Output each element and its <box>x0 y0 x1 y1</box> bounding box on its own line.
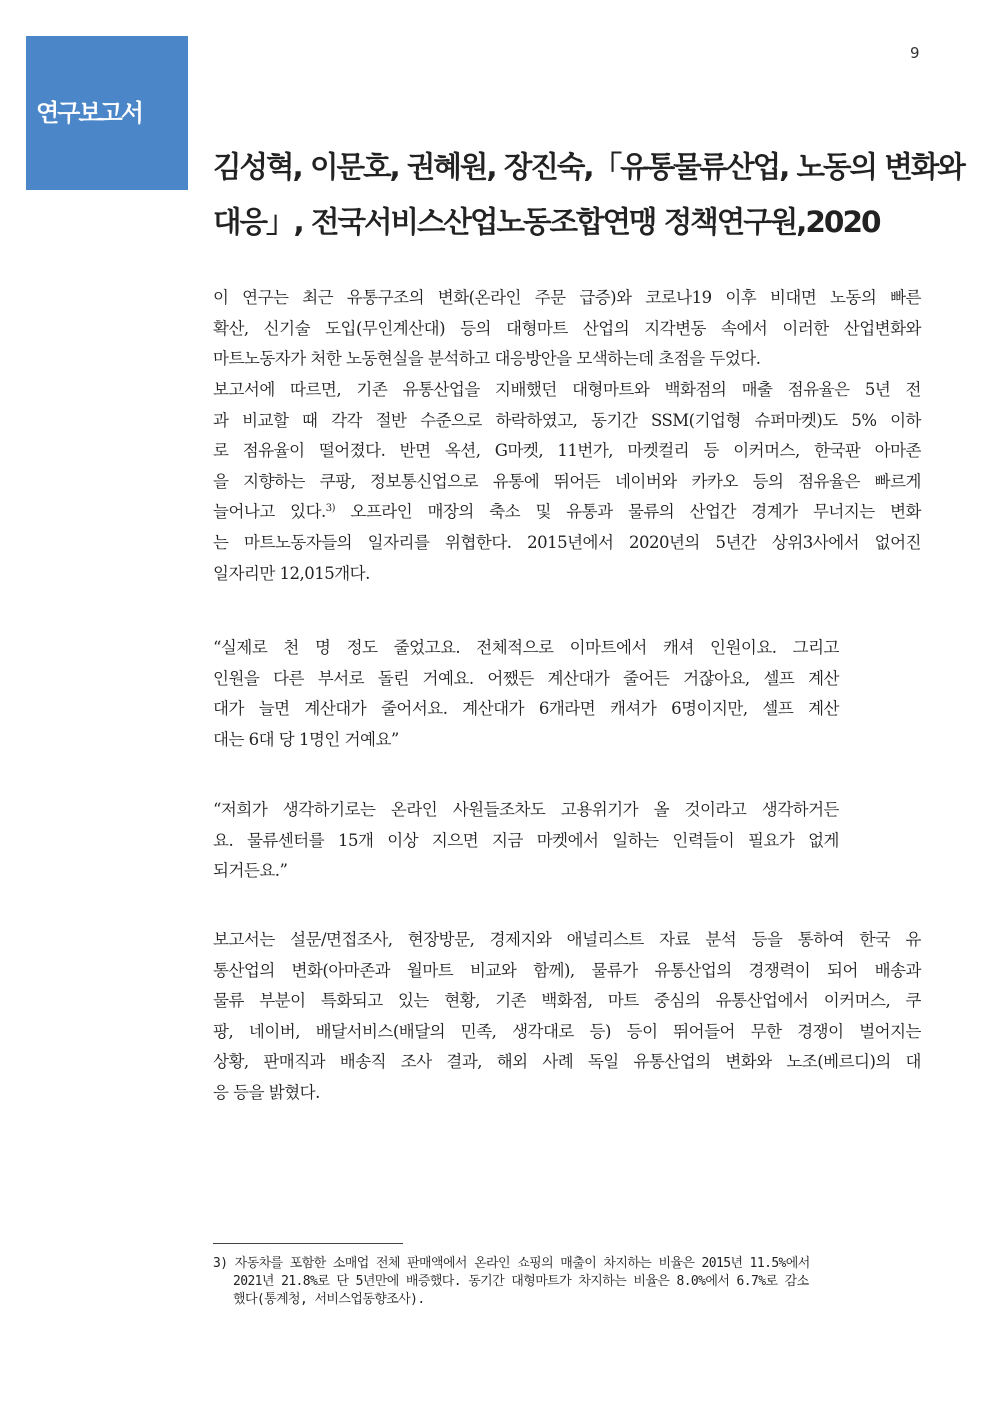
section-tag-label: 연구보고서 <box>36 99 142 127</box>
interview-quote-1 <box>213 633 839 755</box>
paragraph-line: 이 연구는 최근 유통구조의 변화(온라인 주문 급증)와 코로나19 이후 비대면 노동의 빠른 <box>213 288 921 307</box>
quote-line: 대가 늘면 계산대가 줄어서요. 계산대가 6개라면 캐셔가 6명이지만, 셀프 계산 <box>213 699 839 719</box>
paragraph-line: 팡, 네이버, 배달서비스(배달의 민족, 생각대로 등) 등이 뛰어들어 무한 경쟁이 벌어지는 <box>213 1021 921 1041</box>
quote-line: “실제로 천 명 정도 줄었고요. 전체적으로 이마트에서 캐셔 인원이요. 그리고 <box>213 638 839 657</box>
paragraph-scope <box>213 925 921 1109</box>
quote-line: 요. 물류센터를 15개 이상 지으면 지금 마켓에서 일하는 인력들이 필요가 없게 <box>213 830 839 850</box>
footnote-line: 3) 자동차를 포함한 소매업 전체 판매액에서 온라인 쇼핑의 매출이 차지하는 비율은 2015년 11.5%에서 <box>213 1256 810 1271</box>
line-text-before-ref: 늘어나고 있다. <box>213 502 326 522</box>
paragraph-line: 는 마트노동자들의 일자리를 위협한다. 2015년에서 2020년의 5년간 상위3사에서 없어진 <box>213 532 921 552</box>
footnote-3 <box>213 1255 925 1309</box>
paragraph-line: 로 점유율이 떨어졌다. 반면 옥션, G마켓, 11번가, 마켓컬리 등 이커머스, 한국판 아마존 <box>213 441 921 461</box>
footnote-reference[interactable]: 3) <box>325 503 336 515</box>
paragraph-line: 보고서에 따르면, 기존 유통산업을 지배했던 대형마트와 백화점의 매출 점유율은 5년 전 <box>213 380 921 399</box>
paragraph-line: 마트노동자가 처한 노동현실을 분석하고 대응방안을 모색하는데 초점을 두었다. <box>213 349 761 369</box>
title-line-1: 김성혁, 이문호, 권혜원, 장진숙,「유통물류산업, 노동의 변화와 <box>213 150 964 184</box>
section-tag-box <box>26 36 188 190</box>
paragraph-line: 을 지향하는 쿠팡, 정보통신업으로 유통에 뛰어든 네이버와 카카오 등의 점유율은 빠르게 <box>213 471 921 491</box>
paragraph-line: 일자리만 12,015개다. <box>213 563 370 583</box>
interview-quote-2 <box>213 795 839 887</box>
footnote-line: 했다(통계청, 서비스업동향조사). <box>233 1292 425 1307</box>
footnote-divider <box>213 1243 403 1244</box>
title-line-2: 대응」, 전국서비스산업노동조합연맹 정책연구원,2020 <box>213 205 880 239</box>
paragraph-line: 상황, 판매직과 배송직 조사 결과, 해외 사례 독일 유통산업의 변화와 노조(베르디)의 대 <box>213 1052 921 1072</box>
paragraph-line: 통산업의 변화(아마존과 월마트 비교와 함께), 물류가 유통산업의 경쟁력이 되어 배송과 <box>213 960 921 980</box>
quote-line: 대는 6대 당 1명인 거예요” <box>213 729 399 749</box>
paragraph-line: 보고서는 설문/면접조사, 현장방문, 경제지와 애널리스트 자료 분석 등을 통하여 한국 유 <box>213 930 921 949</box>
quote-line: 인원을 다른 부서로 돌린 거예요. 어쨌든 계산대가 줄어든 거잖아요, 셀프 계산 <box>213 668 839 688</box>
document-title <box>213 140 964 250</box>
page-number: 9 <box>910 44 920 62</box>
line-text-after-ref: 오프라인 매장의 축소 및 유통과 물류의 산업간 경계가 무너지는 변화 <box>335 502 921 522</box>
footnote-line: 2021년 21.8%로 단 5년만에 배증했다. 동기간 대형마트가 차지하는 비율은 8.0%에서 6.7%로 감소 <box>233 1274 809 1289</box>
paragraph-line-with-footnote-ref <box>213 497 921 528</box>
paragraph-line: 과 비교할 때 각각 절반 수준으로 하락하였고, 동기간 SSM(기업형 슈퍼마켓)도 5% 이하 <box>213 410 921 430</box>
paragraph-intro <box>213 283 921 375</box>
paragraph-line: 물류 부분이 특화되고 있는 현황, 기존 백화점, 마트 중심의 유통산업에서 이커머스, 쿠 <box>213 991 921 1011</box>
paragraph-findings <box>213 375 921 589</box>
paragraph-line: 확산, 신기술 도입(무인계산대) 등의 대형마트 산업의 지각변동 속에서 이러한 산업변화와 <box>213 318 921 338</box>
quote-line: 되거든요.” <box>213 861 288 881</box>
paragraph-line: 응 등을 밝혔다. <box>213 1082 320 1102</box>
quote-line: “저희가 생각하기로는 온라인 사원들조차도 고용위기가 올 것이라고 생각하거든 <box>213 800 839 819</box>
